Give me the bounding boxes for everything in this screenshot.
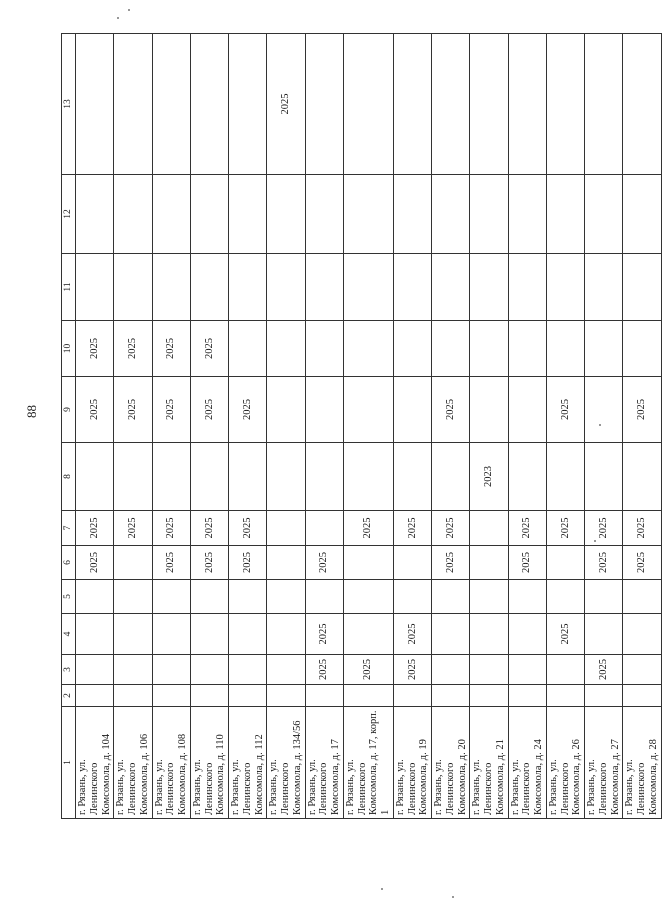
year-cell: [114, 34, 152, 175]
year-cell: [114, 175, 152, 254]
year-cell: [152, 685, 190, 707]
table-row: [190, 34, 228, 819]
year-cell: [585, 175, 623, 254]
column-header-6: 6: [62, 546, 76, 580]
year-cell: 2025: [267, 34, 305, 175]
year-cell: [546, 685, 584, 707]
year-cell: [546, 254, 584, 321]
year-cell: [508, 580, 546, 614]
year-cell: 2025: [585, 546, 623, 580]
year-cell: [114, 614, 152, 655]
year-cell: [432, 175, 470, 254]
year-cell: [305, 175, 343, 254]
year-cell: 2025: [623, 377, 661, 443]
year-cell: [343, 546, 393, 580]
year-cell: [114, 254, 152, 321]
column-header-9: 9: [62, 377, 76, 443]
year-cell: 2025: [229, 511, 267, 546]
year-cell: [393, 580, 431, 614]
year-cell: 2025: [190, 321, 228, 377]
table-row: [546, 34, 584, 819]
year-cell: [76, 443, 114, 511]
table-row: [585, 34, 623, 819]
column-header-2: 2: [62, 685, 76, 707]
scan-speck: [599, 424, 601, 426]
year-cell: [152, 34, 190, 175]
year-cell: [470, 34, 508, 175]
year-cell: [76, 655, 114, 685]
address-cell: г. Рязань, ул. Ленинского Комсомола, д. 28: [623, 707, 661, 819]
year-cell: [470, 377, 508, 443]
year-cell: [585, 614, 623, 655]
year-cell: 2025: [623, 546, 661, 580]
year-cell: [470, 580, 508, 614]
column-header-5: 5: [62, 580, 76, 614]
table-container: [61, 34, 659, 819]
column-header-7: 7: [62, 511, 76, 546]
address-cell: г. Рязань, ул. Ленинского Комсомола, д. 112: [229, 707, 267, 819]
year-cell: [343, 321, 393, 377]
year-cell: [623, 614, 661, 655]
year-cell: 2025: [114, 377, 152, 443]
year-cell: 2025: [152, 511, 190, 546]
year-cell: [470, 175, 508, 254]
page-number: 88: [24, 405, 39, 418]
year-cell: [229, 614, 267, 655]
table-row: [114, 34, 152, 819]
year-cell: [229, 254, 267, 321]
header-row: [62, 34, 76, 819]
year-cell: [267, 655, 305, 685]
address-cell: г. Рязань, ул. Ленинского Комсомола, д. 17, корп. 1: [343, 707, 393, 819]
year-cell: [190, 443, 228, 511]
year-cell: [432, 685, 470, 707]
scan-speck: [381, 888, 383, 890]
year-cell: [305, 34, 343, 175]
year-cell: 2025: [152, 377, 190, 443]
year-cell: [393, 443, 431, 511]
year-cell: [393, 685, 431, 707]
column-header-12: 12: [62, 175, 76, 254]
year-cell: [470, 254, 508, 321]
year-cell: [343, 34, 393, 175]
year-cell: [190, 175, 228, 254]
year-cell: [343, 443, 393, 511]
year-cell: [546, 175, 584, 254]
address-cell: г. Рязань, ул. Ленинского Комсомола, д. 104: [76, 707, 114, 819]
year-cell: [393, 377, 431, 443]
year-cell: [152, 580, 190, 614]
year-cell: 2025: [546, 511, 584, 546]
year-cell: [508, 377, 546, 443]
address-cell: г. Рязань, ул. Ленинского Комсомола, д. 24: [508, 707, 546, 819]
year-cell: [267, 546, 305, 580]
year-cell: [585, 321, 623, 377]
year-cell: [546, 580, 584, 614]
year-cell: [508, 685, 546, 707]
year-cell: [585, 377, 623, 443]
year-cell: [623, 175, 661, 254]
year-cell: [343, 254, 393, 321]
year-cell: 2025: [229, 546, 267, 580]
table-body: [76, 34, 662, 819]
address-cell: г. Рязань, ул. Ленинского Комсомола, д. 20: [432, 707, 470, 819]
year-cell: 2025: [305, 546, 343, 580]
year-cell: [267, 377, 305, 443]
year-cell: 2023: [470, 443, 508, 511]
year-cell: [470, 546, 508, 580]
table-row: [152, 34, 190, 819]
year-cell: [229, 443, 267, 511]
table-row: [76, 34, 114, 819]
year-cell: [76, 254, 114, 321]
year-cell: [305, 443, 343, 511]
column-header-4: 4: [62, 614, 76, 655]
year-cell: [546, 321, 584, 377]
year-cell: [305, 321, 343, 377]
year-cell: [470, 614, 508, 655]
year-cell: [267, 175, 305, 254]
year-cell: [546, 546, 584, 580]
year-cell: [190, 655, 228, 685]
year-cell: 2025: [343, 511, 393, 546]
year-cell: [470, 321, 508, 377]
year-cell: [432, 34, 470, 175]
year-cell: [343, 175, 393, 254]
year-cell: [585, 443, 623, 511]
scan-speck: [128, 9, 130, 11]
year-cell: [585, 254, 623, 321]
year-cell: 2025: [432, 511, 470, 546]
table-row: [393, 34, 431, 819]
year-cell: 2025: [623, 511, 661, 546]
year-cell: 2025: [393, 614, 431, 655]
year-cell: [508, 175, 546, 254]
year-cell: [508, 254, 546, 321]
year-cell: [623, 655, 661, 685]
year-cell: [623, 580, 661, 614]
year-cell: [343, 685, 393, 707]
year-cell: [343, 614, 393, 655]
year-cell: 2025: [190, 546, 228, 580]
year-cell: 2025: [152, 546, 190, 580]
year-cell: [546, 443, 584, 511]
year-cell: [623, 34, 661, 175]
year-cell: [114, 685, 152, 707]
year-cell: [432, 321, 470, 377]
year-cell: 2025: [508, 546, 546, 580]
year-cell: 2025: [76, 377, 114, 443]
year-cell: [190, 254, 228, 321]
year-cell: [152, 614, 190, 655]
year-cell: 2025: [546, 614, 584, 655]
year-cell: [114, 655, 152, 685]
address-cell: г. Рязань, ул. Ленинского Комсомола, д. 17: [305, 707, 343, 819]
table-row: [623, 34, 661, 819]
year-cell: [508, 34, 546, 175]
column-header-3: 3: [62, 655, 76, 685]
year-cell: [76, 580, 114, 614]
address-cell: г. Рязань, ул. Ленинского Комсомола, д. 26: [546, 707, 584, 819]
table-row: [229, 34, 267, 819]
year-cell: [393, 254, 431, 321]
year-cell: [229, 321, 267, 377]
table-row: [267, 34, 305, 819]
year-cell: 2025: [229, 377, 267, 443]
column-header-1: 1: [62, 707, 76, 819]
year-cell: [267, 614, 305, 655]
year-cell: 2025: [585, 655, 623, 685]
table-row: [305, 34, 343, 819]
year-cell: [190, 580, 228, 614]
year-cell: [190, 34, 228, 175]
year-cell: [229, 685, 267, 707]
year-cell: 2025: [76, 546, 114, 580]
year-cell: [432, 655, 470, 685]
year-cell: [623, 321, 661, 377]
year-cell: 2025: [114, 511, 152, 546]
year-cell: [585, 685, 623, 707]
year-cell: [393, 321, 431, 377]
year-cell: [343, 580, 393, 614]
year-cell: [393, 546, 431, 580]
table-row: [432, 34, 470, 819]
column-header-8: 8: [62, 443, 76, 511]
year-cell: [546, 34, 584, 175]
year-cell: 2025: [76, 321, 114, 377]
year-cell: [432, 614, 470, 655]
year-cell: [432, 254, 470, 321]
year-cell: 2025: [432, 377, 470, 443]
year-cell: [393, 175, 431, 254]
column-header-11: 11: [62, 254, 76, 321]
scan-speck: [594, 540, 596, 542]
year-cell: [305, 580, 343, 614]
year-cell: [470, 511, 508, 546]
year-cell: [585, 580, 623, 614]
year-cell: 2025: [393, 511, 431, 546]
year-cell: [76, 34, 114, 175]
year-cell: [623, 685, 661, 707]
address-cell: г. Рязань, ул. Ленинского Комсомола, д. 134/56: [267, 707, 305, 819]
year-cell: 2025: [305, 614, 343, 655]
year-cell: [114, 580, 152, 614]
address-cell: г. Рязань, ул. Ленинского Комсомола, д. 110: [190, 707, 228, 819]
year-cell: 2025: [305, 655, 343, 685]
year-cell: [623, 254, 661, 321]
year-cell: [229, 175, 267, 254]
year-cell: [267, 443, 305, 511]
table-row: [470, 34, 508, 819]
register-table: [61, 33, 662, 819]
year-cell: [229, 655, 267, 685]
year-cell: [114, 443, 152, 511]
year-cell: [267, 254, 305, 321]
column-header-10: 10: [62, 321, 76, 377]
table-row: [508, 34, 546, 819]
year-cell: [470, 655, 508, 685]
year-cell: [508, 443, 546, 511]
year-cell: 2025: [114, 321, 152, 377]
year-cell: [152, 443, 190, 511]
year-cell: [152, 655, 190, 685]
address-cell: г. Рязань, ул. Ленинского Комсомола, д. 19: [393, 707, 431, 819]
year-cell: [229, 34, 267, 175]
year-cell: 2025: [508, 511, 546, 546]
year-cell: [76, 685, 114, 707]
year-cell: 2025: [152, 321, 190, 377]
year-cell: [432, 580, 470, 614]
year-cell: [267, 511, 305, 546]
year-cell: [190, 614, 228, 655]
address-cell: г. Рязань, ул. Ленинского Комсомола, д. 106: [114, 707, 152, 819]
year-cell: [623, 443, 661, 511]
year-cell: [267, 685, 305, 707]
year-cell: 2025: [393, 655, 431, 685]
year-cell: [305, 511, 343, 546]
year-cell: [343, 377, 393, 443]
year-cell: 2025: [546, 377, 584, 443]
scan-speck: [117, 17, 119, 19]
year-cell: 2025: [76, 511, 114, 546]
year-cell: [393, 34, 431, 175]
year-cell: [432, 443, 470, 511]
scan-speck: [452, 896, 454, 898]
year-cell: [229, 580, 267, 614]
year-cell: 2025: [585, 511, 623, 546]
year-cell: [546, 655, 584, 685]
address-cell: г. Рязань, ул. Ленинского Комсомола, д. 21: [470, 707, 508, 819]
year-cell: 2025: [190, 511, 228, 546]
year-cell: [508, 321, 546, 377]
year-cell: [267, 580, 305, 614]
year-cell: [114, 546, 152, 580]
address-cell: г. Рязань, ул. Ленинского Комсомола, д. 108: [152, 707, 190, 819]
column-header-13: 13: [62, 34, 76, 175]
year-cell: 2025: [190, 377, 228, 443]
year-cell: [305, 377, 343, 443]
year-cell: [508, 655, 546, 685]
year-cell: [76, 614, 114, 655]
table-row: [343, 34, 393, 819]
year-cell: [190, 685, 228, 707]
year-cell: [76, 175, 114, 254]
year-cell: [267, 321, 305, 377]
year-cell: [508, 614, 546, 655]
year-cell: [152, 254, 190, 321]
year-cell: 2025: [343, 655, 393, 685]
address-cell: г. Рязань, ул. Ленинского Комсомола, д. 27: [585, 707, 623, 819]
year-cell: [305, 685, 343, 707]
year-cell: [305, 254, 343, 321]
year-cell: [585, 34, 623, 175]
year-cell: 2025: [432, 546, 470, 580]
year-cell: [152, 175, 190, 254]
year-cell: [470, 685, 508, 707]
